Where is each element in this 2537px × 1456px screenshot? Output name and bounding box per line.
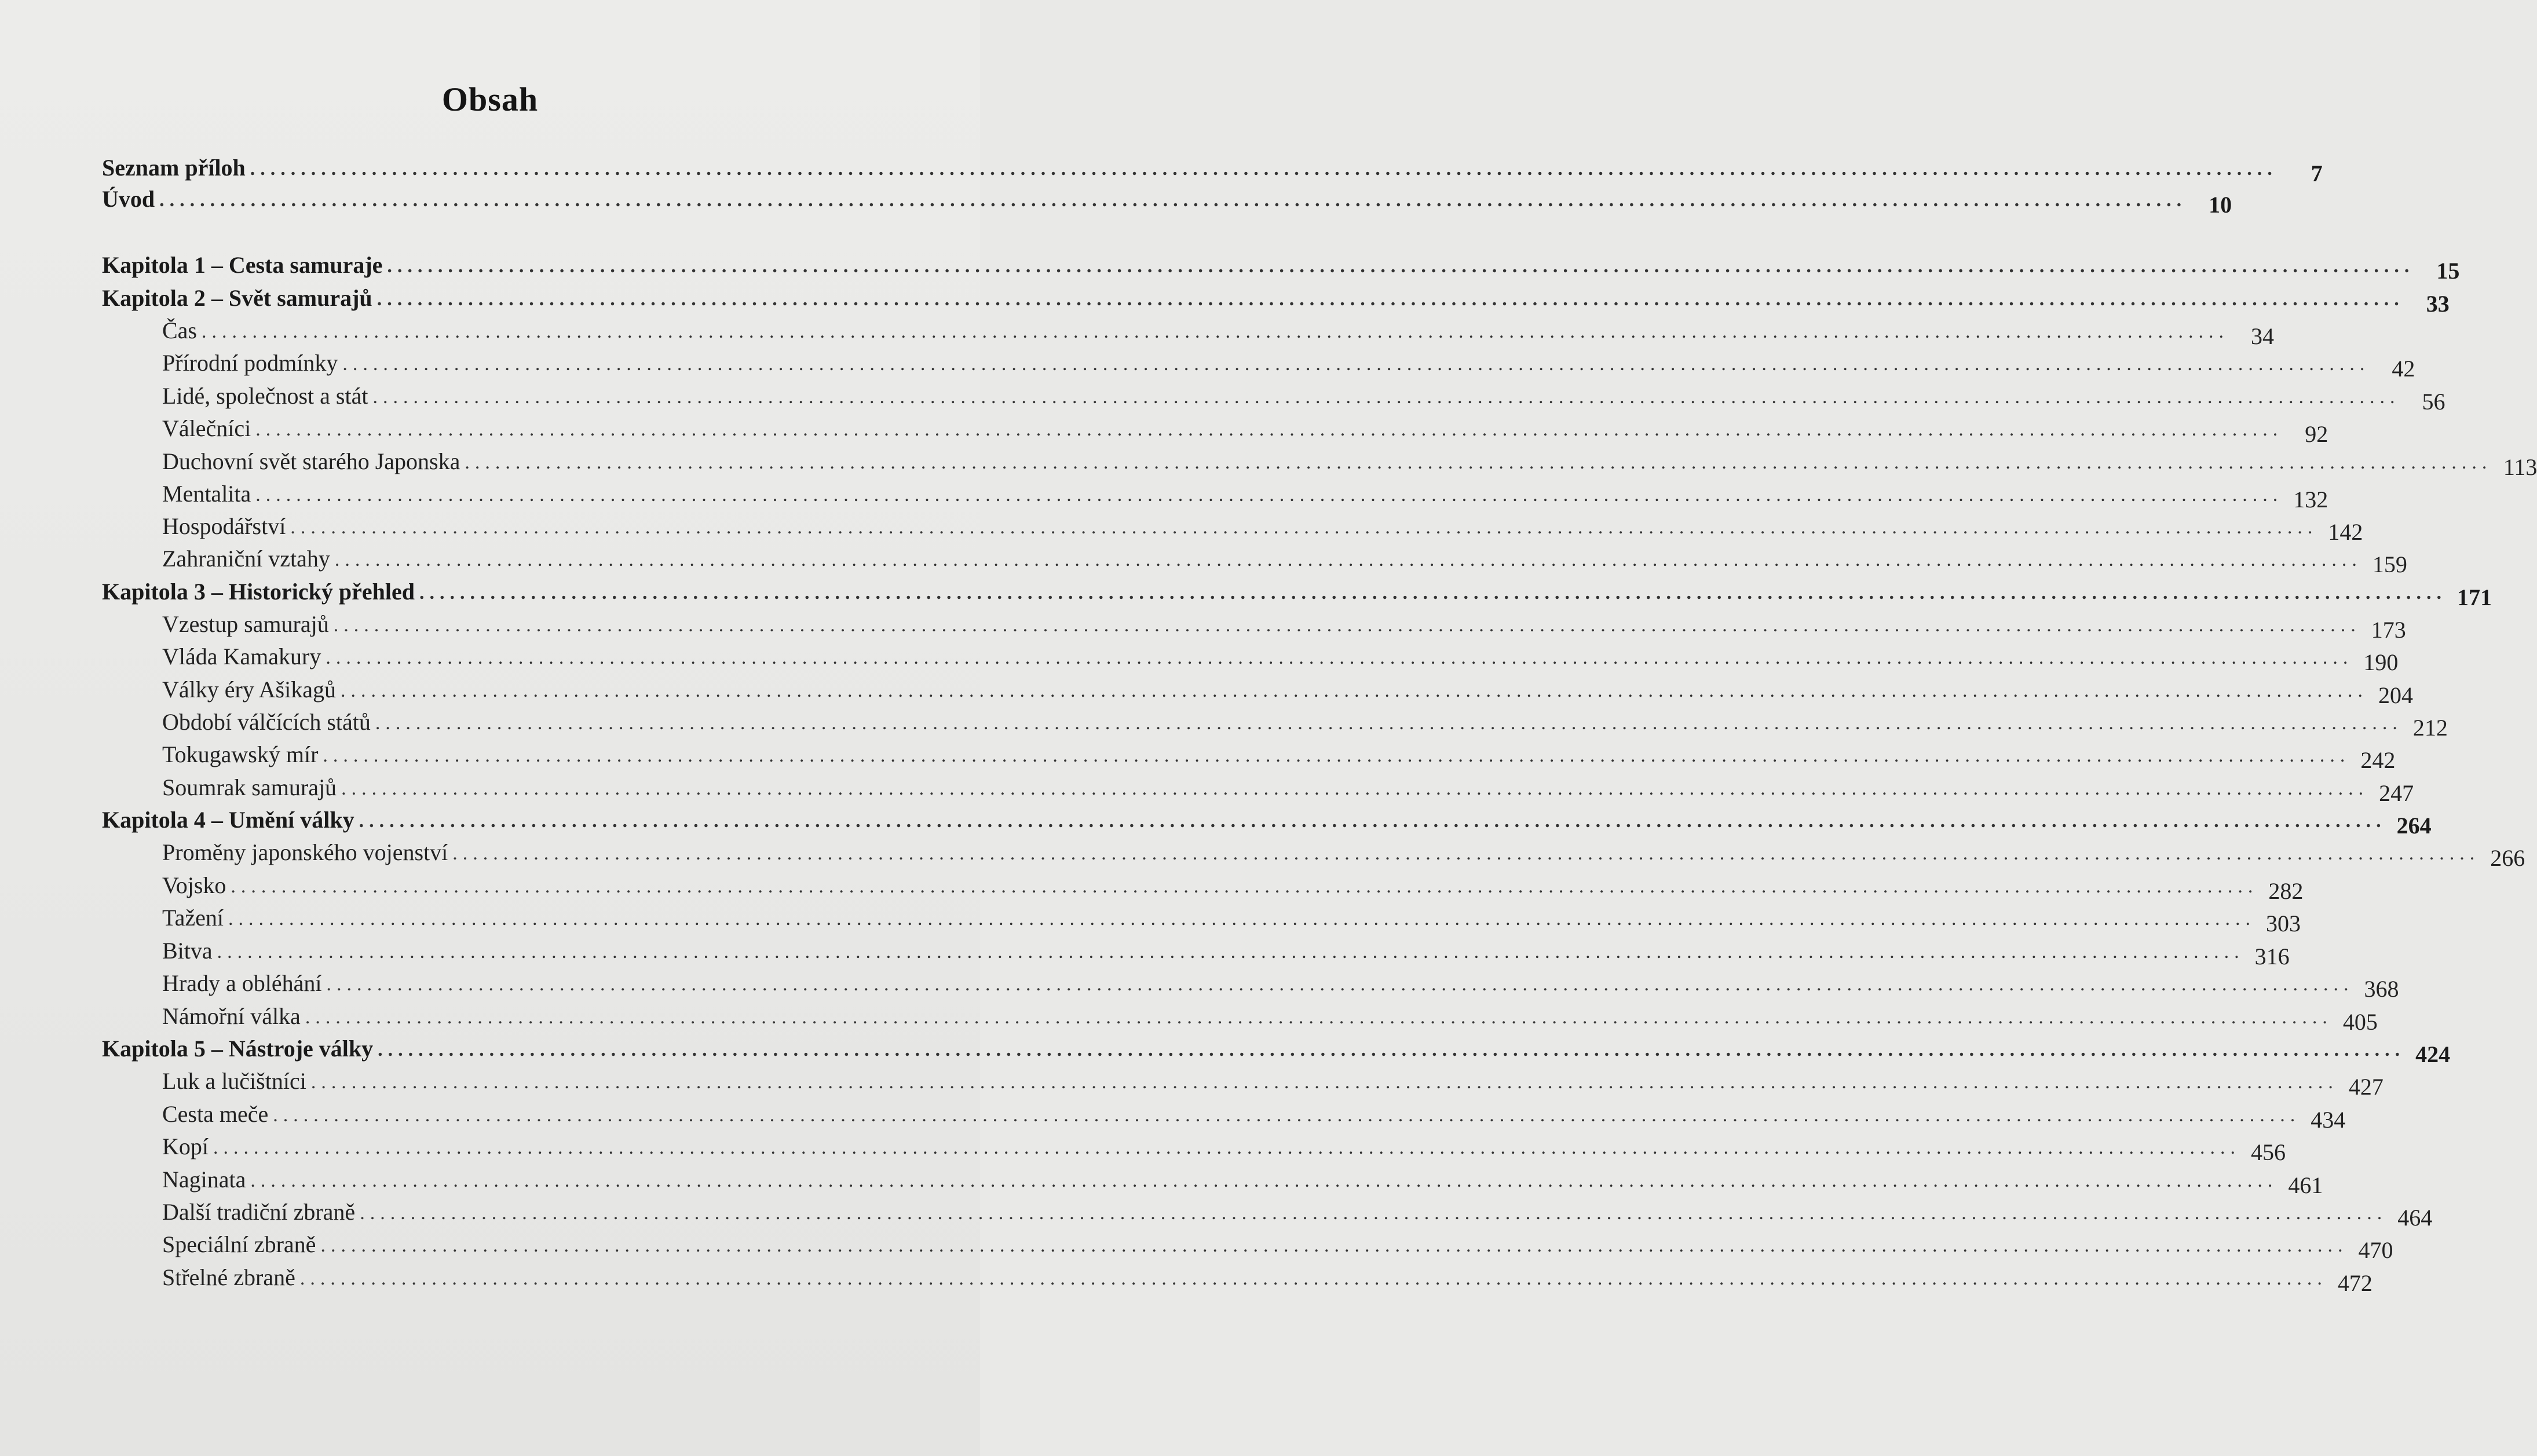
toc-entry-section [162, 510, 2363, 545]
toc-entry-section [162, 1261, 2373, 1296]
toc-entry-page-number: 427 [2348, 1074, 2384, 1100]
toc-entry-chapter [102, 1033, 2451, 1067]
dot-leader: ........................................................................................................................................................................................................ [255, 419, 2283, 440]
toc-entry-section [162, 1000, 2378, 1035]
dot-leader: ........................................................................................................................................................................................................ [342, 353, 2370, 375]
toc-entry-page-number: 15 [2436, 258, 2460, 284]
dot-leader: ........................................................................................................................................................................................................ [341, 778, 2369, 799]
toc-entry-page-number: 266 [2490, 845, 2525, 871]
toc-entry-page-number: 132 [2293, 486, 2328, 513]
toc-entry-label: Kapitola 4 – Umění války [102, 807, 354, 833]
dot-leader: ........................................................................................................................................................................................................ [465, 452, 2492, 473]
dot-leader: ........................................................................................................................................................................................................ [419, 582, 2447, 603]
toc-entry-page-number: 190 [2363, 649, 2399, 675]
toc-entry-page-number: 264 [2396, 813, 2432, 839]
toc-entry-label: Přírodní podmínky [162, 350, 338, 376]
dot-leader: ........................................................................................................................................................................................................ [323, 745, 2350, 766]
toc-entry-label: Proměny japonského vojenství [162, 839, 448, 865]
toc-entry-section [162, 543, 2407, 577]
toc-entry-page-number: 92 [2305, 421, 2328, 447]
dot-leader: ........................................................................................................................................................................................................ [378, 1039, 2406, 1060]
toc-entry-page-number: 212 [2412, 715, 2448, 741]
toc-entry-page-number: 456 [2251, 1139, 2286, 1165]
dot-leader: ........................................................................................................................................................................................................ [273, 1104, 2301, 1126]
toc-entry-label: Bitva [162, 938, 213, 964]
toc-entry-page-number: 434 [2311, 1107, 2346, 1133]
toc-entry-page-number: 33 [2426, 291, 2450, 317]
dot-leader: ........................................................................................................................................................................................................ [255, 484, 2283, 506]
toc-entry-label: Kapitola 5 – Nástroje války [102, 1036, 374, 1062]
toc-entry-page-number: 470 [2358, 1237, 2393, 1263]
toc-entry-label: Vláda Kamakury [162, 643, 321, 670]
toc-entry-label: Naginata [162, 1166, 246, 1192]
toc-entry-label: Čas [162, 317, 197, 343]
dot-leader: ........................................................................................................................................................................................................ [159, 189, 2187, 211]
toc-entry-label: Cesta meče [162, 1101, 269, 1127]
toc-entry-page-number: 113 [2503, 454, 2537, 480]
dot-leader: ........................................................................................................................................................................................................ [213, 1137, 2240, 1158]
dot-leader: ........................................................................................................................................................................................................ [250, 1170, 2278, 1191]
dot-leader: ........................................................................................................................................................................................................ [375, 712, 2403, 734]
toc-entry-section [162, 608, 2406, 643]
toc-entry-label: Námořní válka [162, 1003, 301, 1029]
toc-entry-section [162, 836, 2525, 871]
toc-entry-section [162, 706, 2448, 741]
toc-entry-page-number: 282 [2268, 878, 2304, 904]
toc-entry-section [162, 412, 2328, 447]
dot-leader: ........................................................................................................................................................................................................ [326, 974, 2354, 995]
dot-leader: ........................................................................................................................................................................................................ [228, 908, 2256, 930]
toc-entry-label: Soumrak samurajů [162, 774, 337, 800]
toc-entry-section [162, 935, 2290, 970]
toc-entry-section [162, 674, 2413, 708]
toc-entry-label: Období válčících států [162, 709, 371, 735]
toc-entry-label: Luk a lučištníci [162, 1068, 306, 1094]
toc-entry-section [162, 1065, 2384, 1100]
dot-leader: ........................................................................................................................................................................................................ [299, 1268, 2327, 1289]
toc-entry-page-number: 7 [2311, 160, 2323, 186]
toc-entry-page-number: 316 [2254, 943, 2290, 970]
toc-entry-label: Tokugawský mír [162, 741, 319, 767]
dot-leader: ........................................................................................................................................................................................................ [202, 321, 2229, 342]
toc-entry-page-number: 142 [2328, 519, 2363, 545]
toc-entry-section [162, 1228, 2393, 1263]
dot-leader: ........................................................................................................................................................................................................ [359, 810, 2386, 832]
toc-entry-page-number: 159 [2372, 551, 2407, 577]
toc-entry-label: Kapitola 2 – Svět samurajů [102, 285, 372, 311]
toc-entry-page-number: 34 [2251, 323, 2274, 349]
toc-entry-page-number: 303 [2266, 910, 2301, 936]
toc-entry-section [162, 1196, 2433, 1231]
toc-entry-label: Válečníci [162, 415, 251, 441]
toc-entry-section [162, 1131, 2286, 1165]
toc-entry-label: Kopí [162, 1133, 209, 1159]
toc-entry-label: Tažení [162, 905, 224, 931]
toc-entry-section [162, 641, 2399, 675]
toc-entry-section [162, 347, 2415, 382]
page-title: Obsah [441, 81, 539, 118]
toc-entry-label: Vojsko [162, 872, 226, 898]
toc-entry-section [162, 771, 2414, 806]
toc-entry-page-number: 42 [2392, 356, 2415, 382]
dot-leader: ........................................................................................................................................................................................................ [387, 255, 2415, 277]
toc-entry-chapter [102, 282, 2450, 317]
toc-entry-label: Kapitola 1 – Cesta samuraje [102, 252, 383, 278]
dot-leader: ........................................................................................................................................................................................................ [326, 647, 2353, 668]
dot-leader: ........................................................................................................................................................................................................ [231, 876, 2258, 897]
toc-entry-page-number: 472 [2337, 1270, 2373, 1296]
toc-entry-chapter [102, 804, 2432, 839]
toc-entry-label: Seznam příloh [102, 155, 246, 181]
toc-entry-page-number: 405 [2342, 1009, 2378, 1035]
dot-leader: ........................................................................................................................................................................................................ [310, 1071, 2338, 1093]
dot-leader: ........................................................................................................................................................................................................ [290, 517, 2318, 538]
dot-leader: ........................................................................................................................................................................................................ [376, 288, 2404, 310]
toc-entry-page-number: 464 [2397, 1205, 2433, 1231]
dot-leader: ........................................................................................................................................................................................................ [320, 1235, 2348, 1256]
toc-entry-section [162, 967, 2399, 1002]
toc-entry-label: Války éry Ašikagů [162, 676, 336, 703]
toc-entry-page-number: 368 [2364, 976, 2399, 1002]
toc-entry-label: Hospodářství [162, 513, 286, 539]
toc-entry-label: Speciální zbraně [162, 1231, 316, 1257]
toc-entry-page-number: 56 [2422, 389, 2445, 415]
toc-entry-label: Střelné zbraně [162, 1264, 295, 1290]
dot-leader: ........................................................................................................................................................................................................ [372, 386, 2400, 408]
toc-entry-page-number: 173 [2371, 617, 2406, 643]
toc-entry-label: Hrady a obléhání [162, 970, 322, 996]
toc-entry-section [162, 380, 2445, 415]
toc-entry-label: Kapitola 3 – Historický přehled [102, 579, 415, 605]
toc-entry-page-number: 171 [2457, 584, 2492, 610]
toc-entry-page-number: 424 [2415, 1041, 2451, 1067]
toc-entry-page-number: 204 [2378, 682, 2413, 708]
toc-entry-label: Mentalita [162, 481, 251, 507]
toc-entry-label: Vzestup samurajů [162, 611, 329, 637]
toc-entry-section [162, 902, 2301, 936]
dot-leader: ........................................................................................................................................................................................................ [250, 158, 2278, 180]
dot-leader: ........................................................................................................................................................................................................ [340, 680, 2368, 701]
toc-entry-section [162, 869, 2304, 904]
dot-leader: ........................................................................................................................................................................................................ [217, 941, 2244, 963]
toc-entry-page-number: 247 [2379, 780, 2414, 806]
dot-leader: ........................................................................................................................................................................................................ [305, 1007, 2333, 1028]
toc-entry-section [162, 1164, 2323, 1198]
dot-leader: ........................................................................................................................................................................................................ [333, 614, 2361, 636]
dot-leader: ........................................................................................................................................................................................................ [360, 1202, 2388, 1224]
toc-entry-page-number: 461 [2288, 1172, 2323, 1198]
toc-entry-section [162, 1098, 2346, 1133]
toc-entry-page-number: 242 [2360, 747, 2396, 773]
toc-entry-section [162, 738, 2396, 773]
dot-leader: ........................................................................................................................................................................................................ [334, 549, 2362, 570]
toc-entry-section [162, 478, 2328, 513]
toc-entry-label: Další tradiční zbraně [162, 1199, 356, 1225]
toc-entry-chapter [102, 249, 2460, 284]
toc-entry-label: Zahraniční vztahy [162, 546, 330, 572]
toc-entry-label: Úvod [102, 186, 155, 212]
toc-entry-section [162, 445, 2537, 480]
toc-entry-section [162, 314, 2274, 349]
toc-entry-chapter [102, 152, 2323, 186]
toc-entry-chapter [102, 183, 2232, 218]
dot-leader: ........................................................................................................................................................................................................ [452, 843, 2480, 864]
toc-entry-label: Duchovní svět starého Japonska [162, 448, 460, 474]
toc-entry-page-number: 10 [2209, 192, 2232, 218]
toc-entry-label: Lidé, společnost a stát [162, 383, 368, 409]
toc-entry-chapter [102, 576, 2492, 610]
